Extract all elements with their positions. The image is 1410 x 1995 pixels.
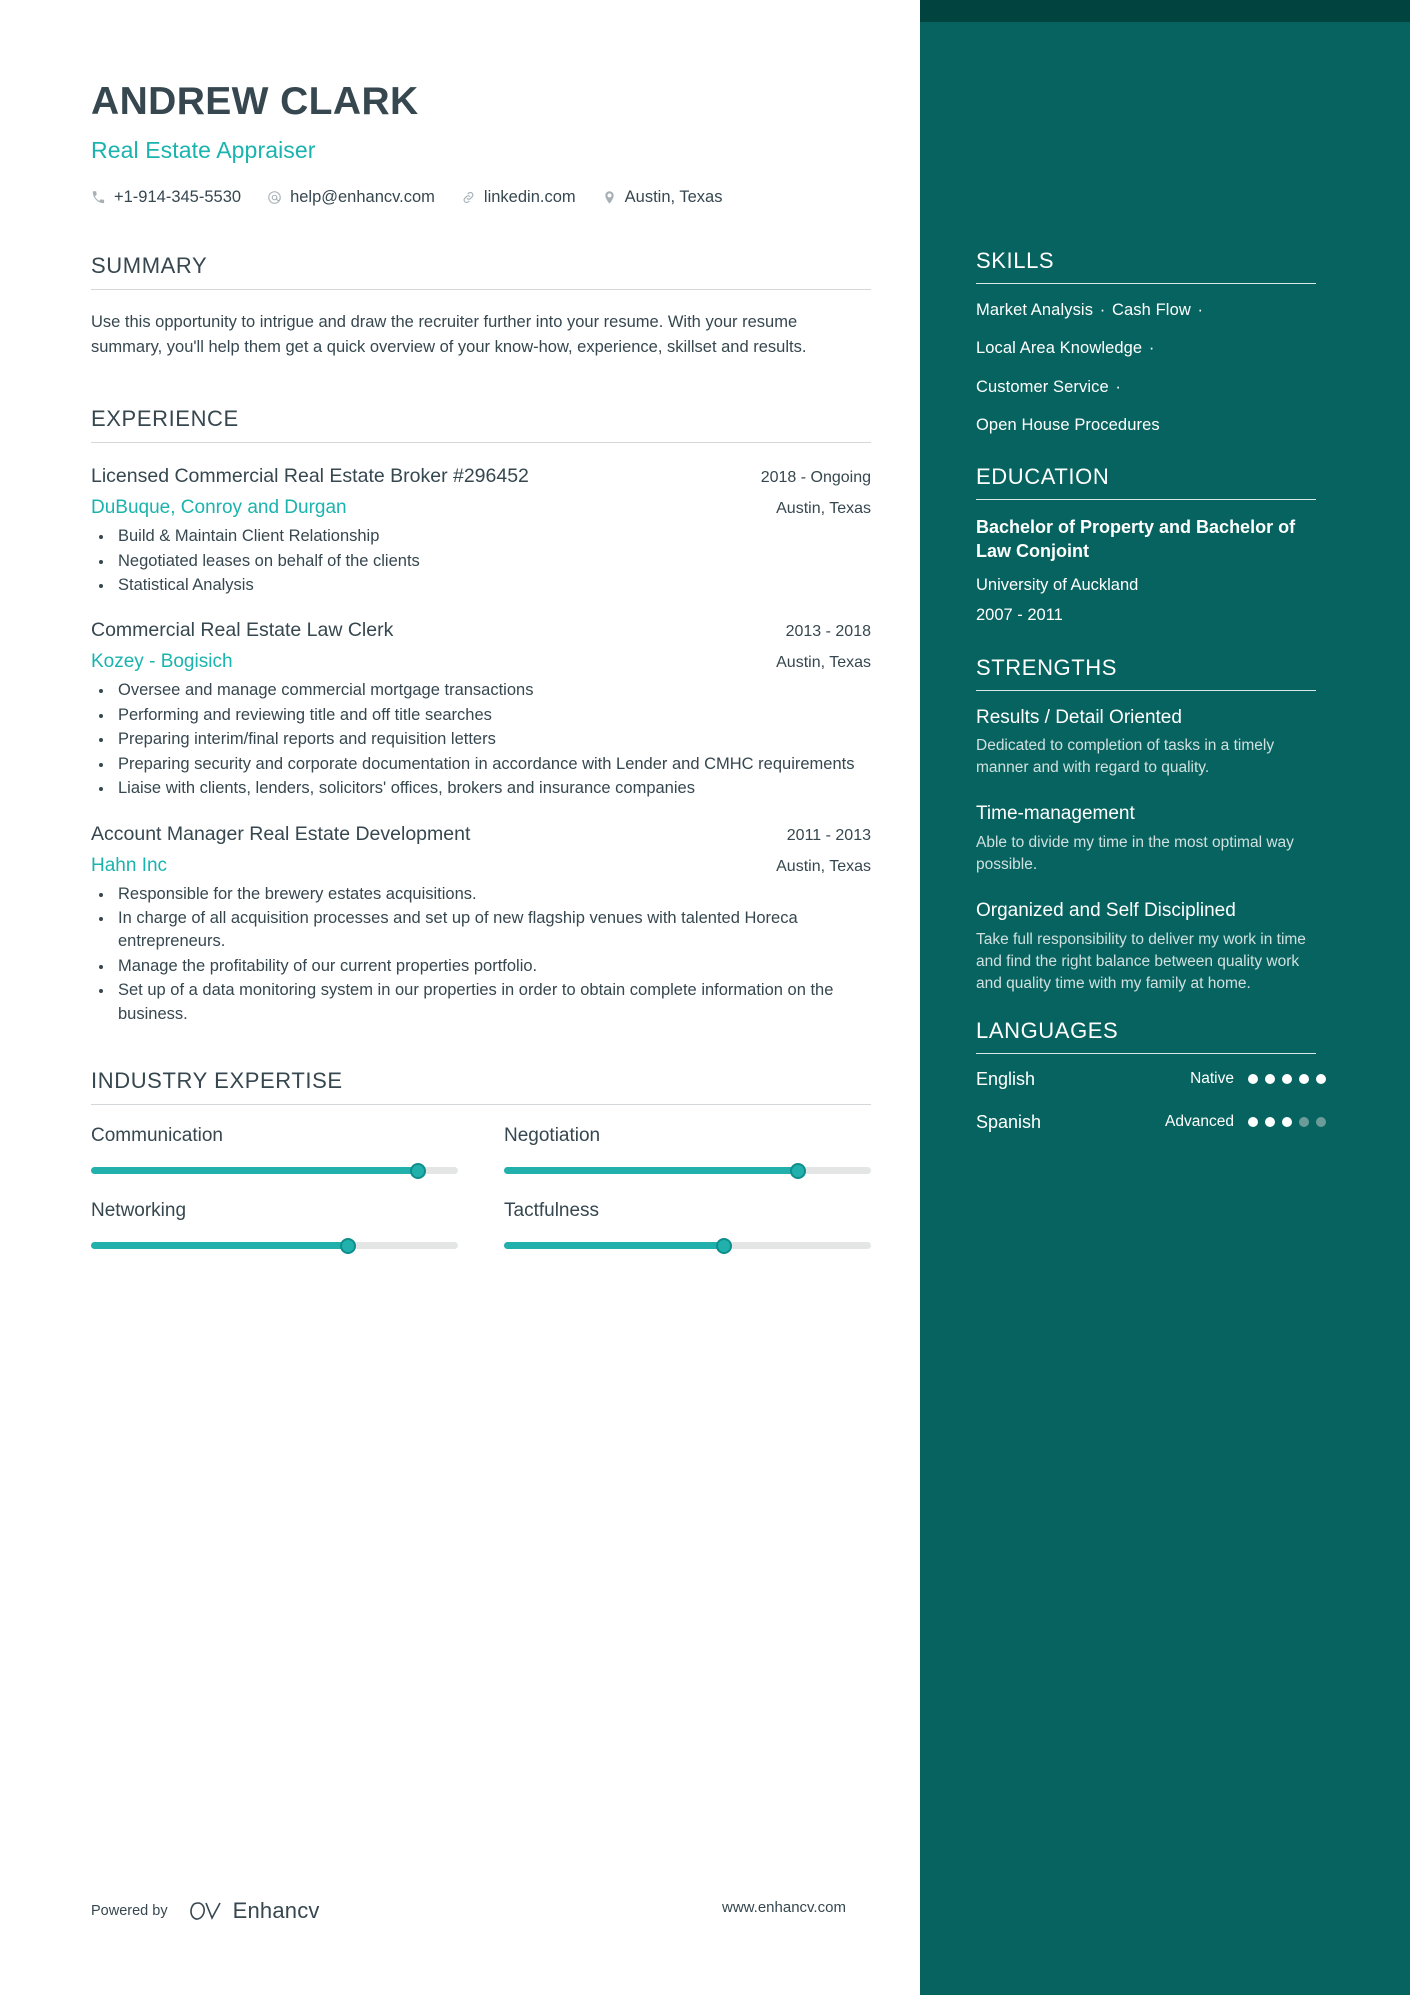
skill-item: Local Area Knowledge bbox=[976, 339, 1143, 358]
job-bullet: • Liaise with clients, lenders, solicitors' offices, brokers and insurance companies bbox=[114, 777, 871, 800]
skill-item: Open House Procedures bbox=[976, 415, 1160, 434]
footer bbox=[91, 1898, 871, 1924]
strengths-heading: STRENGTHS bbox=[976, 654, 1118, 680]
languages-list bbox=[976, 1069, 1326, 1133]
experience-company-row bbox=[91, 497, 871, 519]
contact-item[interactable] bbox=[91, 188, 241, 207]
rating-dot-filled bbox=[1248, 1117, 1258, 1127]
contact-text: +1-914-345-5530 bbox=[114, 188, 242, 206]
job-bullet: • In charge of all acquisition processes and set up of new flagship venues with talented Horeca entrepreneurs. bbox=[114, 907, 871, 954]
expertise-label: Communication bbox=[91, 1125, 223, 1147]
experience-title-row bbox=[91, 465, 871, 488]
enhancv-logo bbox=[190, 1898, 320, 1924]
divider bbox=[91, 442, 871, 443]
strengths-list bbox=[976, 706, 1326, 995]
job-location: Austin, Texas bbox=[776, 500, 871, 518]
location-pin-icon bbox=[602, 190, 617, 205]
job-bullet: • Manage the profitability of our current properties portfolio. bbox=[114, 955, 871, 978]
education-section bbox=[976, 464, 1326, 625]
summary-heading: SUMMARY bbox=[91, 253, 208, 278]
job-bullet: • Preparing security and corporate documentation in accordance with Lender and CMHC requirements bbox=[114, 753, 871, 776]
expertise-item bbox=[504, 1200, 871, 1249]
job-title: Commercial Real Estate Law Clerk bbox=[91, 619, 394, 642]
contact-item[interactable] bbox=[602, 188, 723, 207]
language-rating-dots bbox=[1248, 1074, 1326, 1084]
expertise-slider-track[interactable] bbox=[504, 1242, 871, 1249]
skills-heading: SKILLS bbox=[976, 248, 1055, 273]
experience-heading: EXPERIENCE bbox=[91, 406, 239, 432]
footer-url: www.enhancv.com bbox=[722, 1899, 846, 1916]
job-bullet: • Oversee and manage commercial mortgage transactions bbox=[114, 679, 871, 702]
summary-text: Use this opportunity to intrigue and draw the recruiter further into your resume. With your resume summary, you'll help them get a quick overview of your know-how, experience, skillset and results. bbox=[91, 313, 807, 357]
strengths-section bbox=[976, 655, 1326, 995]
job-company: DuBuque, Conroy and Durgan bbox=[91, 497, 347, 519]
rating-dot-filled bbox=[1265, 1074, 1275, 1084]
language-name: English bbox=[976, 1068, 1036, 1089]
divider bbox=[91, 289, 871, 290]
job-title: Licensed Commercial Real Estate Broker #296452 bbox=[91, 465, 529, 488]
strength-title: Organized and Self Disciplined bbox=[976, 900, 1236, 922]
rating-dot-filled bbox=[1316, 1074, 1326, 1084]
experience-entry bbox=[91, 619, 871, 800]
job-location: Austin, Texas bbox=[776, 857, 871, 875]
skill-separator: · bbox=[1144, 339, 1155, 358]
job-bullet-list bbox=[91, 883, 871, 1027]
skills-list bbox=[976, 299, 1326, 436]
expertise-slider-fill bbox=[504, 1167, 798, 1174]
job-company: Kozey - Bogisich bbox=[91, 651, 233, 673]
job-bullet-list bbox=[91, 525, 871, 597]
industry-expertise-heading: INDUSTRY EXPERTISE bbox=[91, 1068, 343, 1094]
skill-line bbox=[976, 337, 1326, 359]
expertise-slider-fill bbox=[504, 1242, 724, 1249]
language-rating-dots bbox=[1248, 1117, 1326, 1127]
contact-text: linkedin.com bbox=[483, 188, 576, 206]
link-icon bbox=[461, 190, 476, 205]
job-date-range: 2013 - 2018 bbox=[785, 623, 871, 641]
skill-separator: · bbox=[1110, 377, 1122, 396]
powered-by-label: Powered by bbox=[91, 1903, 168, 1919]
expertise-slider-track[interactable] bbox=[504, 1167, 871, 1174]
expertise-slider-grid bbox=[91, 1125, 871, 1249]
summary-section bbox=[91, 253, 871, 360]
job-date-range: 2011 - 2013 bbox=[786, 826, 871, 844]
expertise-slider-knob[interactable] bbox=[410, 1163, 426, 1179]
sidebar-top-band bbox=[920, 0, 1410, 22]
sidebar-content bbox=[976, 248, 1326, 1155]
job-bullet: • Preparing interim/final reports and requisition letters bbox=[114, 728, 871, 751]
job-date-range: 2018 - Ongoing bbox=[760, 469, 871, 487]
experience-company-row bbox=[91, 855, 871, 877]
job-bullet: • Responsible for the brewery estates acquisitions. bbox=[114, 883, 871, 906]
language-level: Advanced bbox=[1165, 1113, 1234, 1131]
strength-description: Able to divide my time in the most optimal way possible. bbox=[976, 834, 1294, 874]
rating-dot-empty bbox=[1316, 1117, 1326, 1127]
skill-item: Customer Service bbox=[976, 377, 1109, 396]
languages-section bbox=[976, 1018, 1326, 1133]
skill-item: Market Analysis bbox=[976, 301, 1094, 319]
education-dates: 2007 - 2011 bbox=[976, 605, 1063, 624]
strength-item bbox=[976, 802, 1326, 876]
contact-text: Austin, Texas bbox=[624, 188, 723, 206]
divider bbox=[976, 499, 1316, 500]
expertise-label: Negotiation bbox=[504, 1125, 601, 1147]
enhancv-wordmark: Enhancv bbox=[232, 1898, 320, 1923]
experience-title-row bbox=[91, 619, 871, 642]
email-icon bbox=[267, 190, 282, 205]
divider bbox=[976, 1053, 1316, 1054]
enhancv-mark-icon bbox=[190, 1900, 224, 1922]
education-degree: Bachelor of Property and Bachelor of Law Conjoint bbox=[976, 517, 1296, 562]
expertise-slider-knob[interactable] bbox=[340, 1238, 356, 1254]
language-level: Native bbox=[1190, 1070, 1234, 1088]
strength-title: Results / Detail Oriented bbox=[976, 706, 1182, 728]
language-row bbox=[976, 1069, 1326, 1090]
experience-entry bbox=[91, 823, 871, 1027]
expertise-slider-fill bbox=[91, 1167, 418, 1174]
contact-item[interactable] bbox=[461, 188, 576, 207]
experience-entry bbox=[91, 465, 871, 597]
job-bullet: • Performing and reviewing title and off title searches bbox=[114, 704, 871, 727]
languages-heading: LANGUAGES bbox=[976, 1017, 1119, 1043]
job-bullet: • Statistical Analysis bbox=[114, 574, 871, 597]
job-bullet-list bbox=[91, 679, 871, 800]
expertise-slider-knob[interactable] bbox=[716, 1238, 732, 1254]
divider bbox=[976, 283, 1316, 284]
skill-line bbox=[976, 376, 1326, 398]
expertise-item bbox=[91, 1125, 458, 1174]
rating-dot-empty bbox=[1299, 1117, 1309, 1127]
strength-item bbox=[976, 899, 1326, 995]
expertise-slider-knob[interactable] bbox=[790, 1163, 806, 1179]
rating-dot-filled bbox=[1282, 1074, 1292, 1084]
job-bullet: • Build & Maintain Client Relationship bbox=[114, 525, 871, 548]
skill-item: Cash Flow bbox=[1112, 301, 1191, 319]
skill-separator: · bbox=[1095, 301, 1111, 319]
job-role-subtitle: Real Estate Appraiser bbox=[91, 137, 316, 163]
page-title: ANDREW CLARK bbox=[91, 80, 419, 123]
rating-dot-filled bbox=[1299, 1074, 1309, 1084]
language-row bbox=[976, 1112, 1326, 1133]
education-heading: EDUCATION bbox=[976, 464, 1110, 490]
experience-title-row bbox=[91, 823, 871, 846]
sidebar bbox=[920, 0, 1410, 1995]
expertise-slider-fill bbox=[91, 1242, 348, 1249]
job-bullet: • Negotiated leases on behalf of the clients bbox=[114, 550, 871, 573]
job-title: Account Manager Real Estate Development bbox=[91, 822, 471, 845]
divider bbox=[976, 690, 1316, 691]
expertise-item bbox=[91, 1200, 458, 1249]
industry-expertise-section bbox=[91, 1068, 871, 1249]
skills-section bbox=[976, 248, 1326, 436]
experience-section bbox=[91, 406, 871, 1026]
expertise-item bbox=[504, 1125, 871, 1174]
contact-text: help@enhancv.com bbox=[290, 188, 435, 206]
strength-item bbox=[976, 706, 1326, 780]
main-column bbox=[91, 0, 871, 1249]
strength-title: Time-management bbox=[976, 803, 1135, 825]
job-location: Austin, Texas bbox=[776, 654, 871, 672]
job-company: Hahn Inc bbox=[91, 854, 168, 876]
contact-item[interactable] bbox=[267, 188, 435, 207]
skill-line bbox=[976, 299, 1326, 321]
rating-dot-filled bbox=[1248, 1074, 1258, 1084]
phone-icon bbox=[91, 190, 106, 205]
education-school: University of Auckland bbox=[976, 575, 1139, 594]
expertise-slider-track[interactable] bbox=[91, 1242, 458, 1249]
language-name: Spanish bbox=[976, 1111, 1042, 1132]
strength-description: Take full responsibility to deliver my work in time and find the right balance between quality work and quality time with my family at home. bbox=[976, 930, 1306, 992]
contact-list bbox=[91, 188, 871, 207]
experience-company-row bbox=[91, 651, 871, 673]
skill-line bbox=[976, 414, 1326, 436]
strength-description: Dedicated to completion of tasks in a timely manner and with regard to quality. bbox=[976, 737, 1275, 777]
rating-dot-filled bbox=[1282, 1117, 1292, 1127]
rating-dot-filled bbox=[1265, 1117, 1275, 1127]
experience-list bbox=[91, 465, 871, 1026]
expertise-label: Tactfulness bbox=[504, 1200, 600, 1222]
expertise-slider-track[interactable] bbox=[91, 1167, 458, 1174]
expertise-label: Networking bbox=[91, 1200, 187, 1222]
job-bullet: • Set up of a data monitoring system in our properties in order to obtain complete information on the business. bbox=[114, 979, 871, 1026]
skill-separator: · bbox=[1192, 301, 1204, 319]
divider bbox=[91, 1104, 871, 1105]
